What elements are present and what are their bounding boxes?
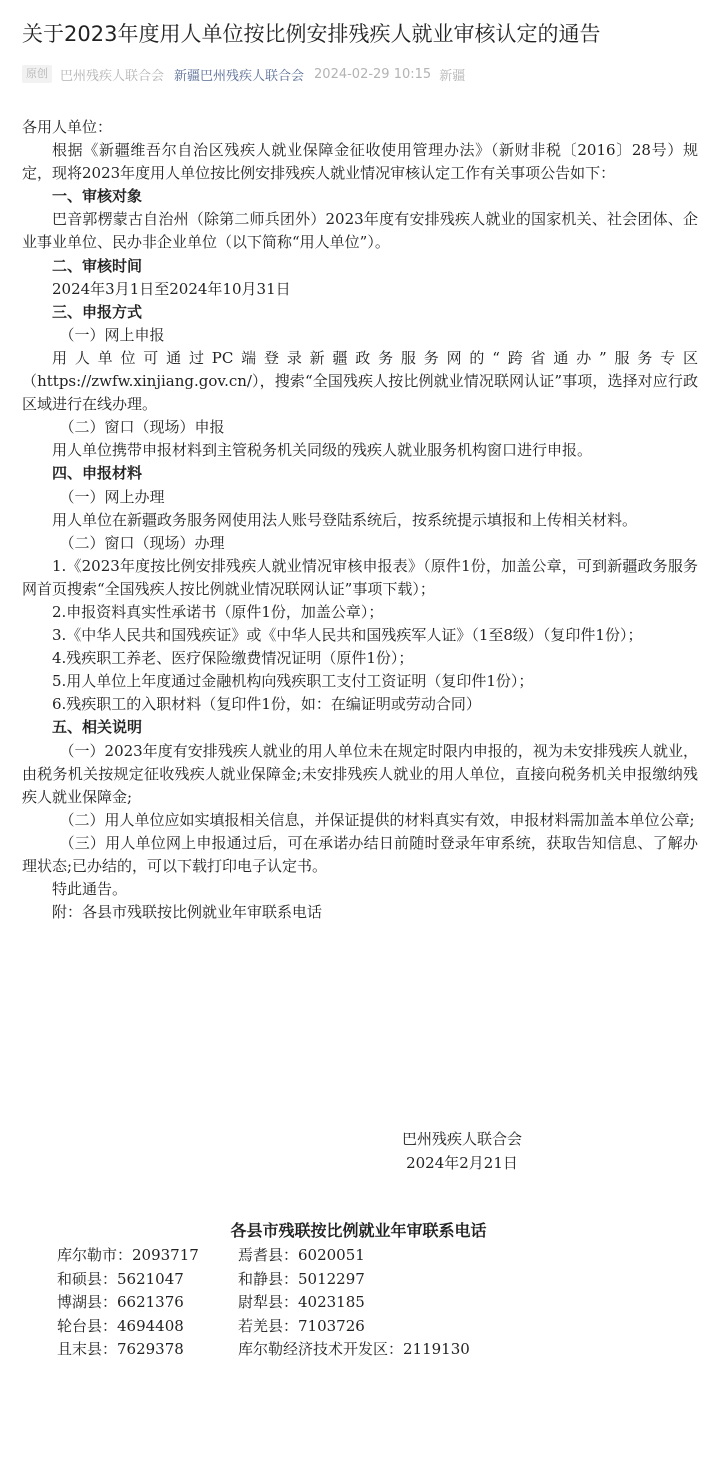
contact-entry: 且末县：7629378: [57, 1340, 184, 1359]
paragraph: （一）网上申报: [59, 325, 165, 344]
contact-row: [57, 1244, 697, 1268]
contact-entry: 焉耆县：6020051: [238, 1246, 365, 1264]
paragraph: 6.残疾职工的入职材料（复印件1份，如：在编证明或劳动合同）: [52, 695, 481, 714]
paragraph: 3.《中华人民共和国残疾证》或《中华人民共和国残疾军人证》（1至8级）（复印件1份）；: [52, 626, 643, 645]
paragraph: （一）2023年度有安排残疾人就业的用人单位未在规定时限内申报的，视为未安排残疾人就业，由税务机关按规定征收残疾人就业保障金;未安排残疾人就业的用人单位，直接向税务机关申报缴纳残疾人就业保障金;: [22, 741, 698, 806]
contact-row: [57, 1268, 697, 1292]
paragraph: 5.用人单位上年度通过金融机构向残疾职工支付工资证明（复印件1份）；: [52, 672, 534, 691]
contact-entry: 轮台县：4694408: [57, 1316, 184, 1335]
contacts-table: [57, 1244, 697, 1362]
paragraph: 特此通告。: [52, 880, 128, 899]
paragraph: 用人单位携带申报材料到主管税务机关同级的残疾人就业服务机构窗口进行申报。: [52, 441, 593, 460]
signature-date: 2024年2月21日: [406, 1154, 518, 1172]
paragraph: （一）网上办理: [59, 487, 165, 506]
contact-entry: 和硕县：5621047: [57, 1269, 184, 1288]
paragraph: （二）窗口（现场）申报: [59, 418, 225, 437]
section-heading: 四、申报材料: [52, 464, 143, 483]
contact-row: [57, 1291, 697, 1315]
author-name[interactable]: 巴州残疾人联合会: [60, 68, 165, 84]
paragraph: 2024年3月1日至2024年10月31日: [52, 279, 291, 298]
section-heading: 二、审核时间: [52, 256, 143, 275]
original-badge: 原创: [22, 65, 52, 83]
contact-entry: 尉犁县：4023185: [238, 1293, 365, 1312]
contact-row: [57, 1338, 697, 1362]
paragraph: 巴音郭楞蒙古自治州（除第二师兵团外）2023年度有安排残疾人就业的国家机关、社会团体、企业事业单位、民办非企业单位（以下简称“用人单位”）。: [22, 210, 698, 252]
paragraph: （三）用人单位网上申报通过后，可在承诺办结日前随时登录年审系统，获取告知信息、了解办理状态;已办结的，可以下载打印电子认定书。: [22, 833, 698, 875]
contact-entry: 库尔勒市：2093717: [57, 1246, 199, 1264]
paragraph: 2.申报资料真实性承诺书（原件1份，加盖公章）；: [52, 602, 384, 621]
article-meta: [22, 64, 465, 84]
contact-entry: 和静县：5012297: [238, 1269, 365, 1288]
paragraph: 根据《新疆维吾尔自治区残疾人就业保障金征收使用管理办法》（新财非税〔2016〕28号）规定，现将2023年度用人单位按比例安排残疾人就业情况审核认定工作有关事项公告如下：: [22, 141, 698, 183]
paragraph: 用人单位在新疆政务服务网使用法人账号登陆系统后，按系统提示填报和上传相关材料。: [52, 510, 638, 529]
account-link[interactable]: 新疆巴州残疾人联合会: [174, 68, 305, 84]
paragraph: 各用人单位：: [22, 118, 113, 136]
contacts-title: 各县市残联按比例就业年审联系电话: [230, 1221, 487, 1240]
contact-entry: 博湖县：6621376: [57, 1293, 184, 1312]
publish-location: 新疆: [439, 68, 466, 84]
publish-time: 2024-02-29 10:15: [314, 66, 432, 82]
section-heading: 五、相关说明: [52, 718, 143, 737]
contact-row: [57, 1315, 697, 1339]
paragraph: （二）窗口（现场）办理: [59, 533, 225, 552]
article-body: [22, 116, 698, 924]
paragraph: （二）用人单位应如实填报相关信息，并保证提供的材料真实有效，申报材料需加盖本单位公章;: [59, 810, 695, 829]
article-title: 关于2023年度用人单位按比例安排残疾人就业审核认定的通告: [22, 22, 601, 46]
section-heading: 一、审核对象: [52, 187, 143, 206]
contact-entry: 若羌县：7103726: [238, 1316, 365, 1335]
paragraph: 附：各县市残联按比例就业年审联系电话: [52, 903, 323, 922]
paragraph: 4.残疾职工养老、医疗保险缴费情况证明（原件1份）；: [52, 649, 414, 668]
signature-org: 巴州残疾人联合会: [401, 1130, 522, 1148]
contact-entry: 库尔勒经济技术开发区：2119130: [238, 1340, 470, 1359]
section-heading: 三、申报方式: [52, 302, 143, 321]
paragraph: 用人单位可通过PC端登录新疆政务服务网的“跨省通办”服务专区（https://zwfw.xinjiang.gov.cn/），搜索“全国残疾人按比例就业情况联网认证”事项，选择对应行政区域进行在线办理。: [22, 348, 698, 414]
paragraph: 1.《2023年度按比例安排残疾人就业情况审核申报表》（原件1份，加盖公章，可到新疆政务服务网首页搜索“全国残疾人按比例就业情况联网认证”事项下载）；: [22, 556, 698, 598]
